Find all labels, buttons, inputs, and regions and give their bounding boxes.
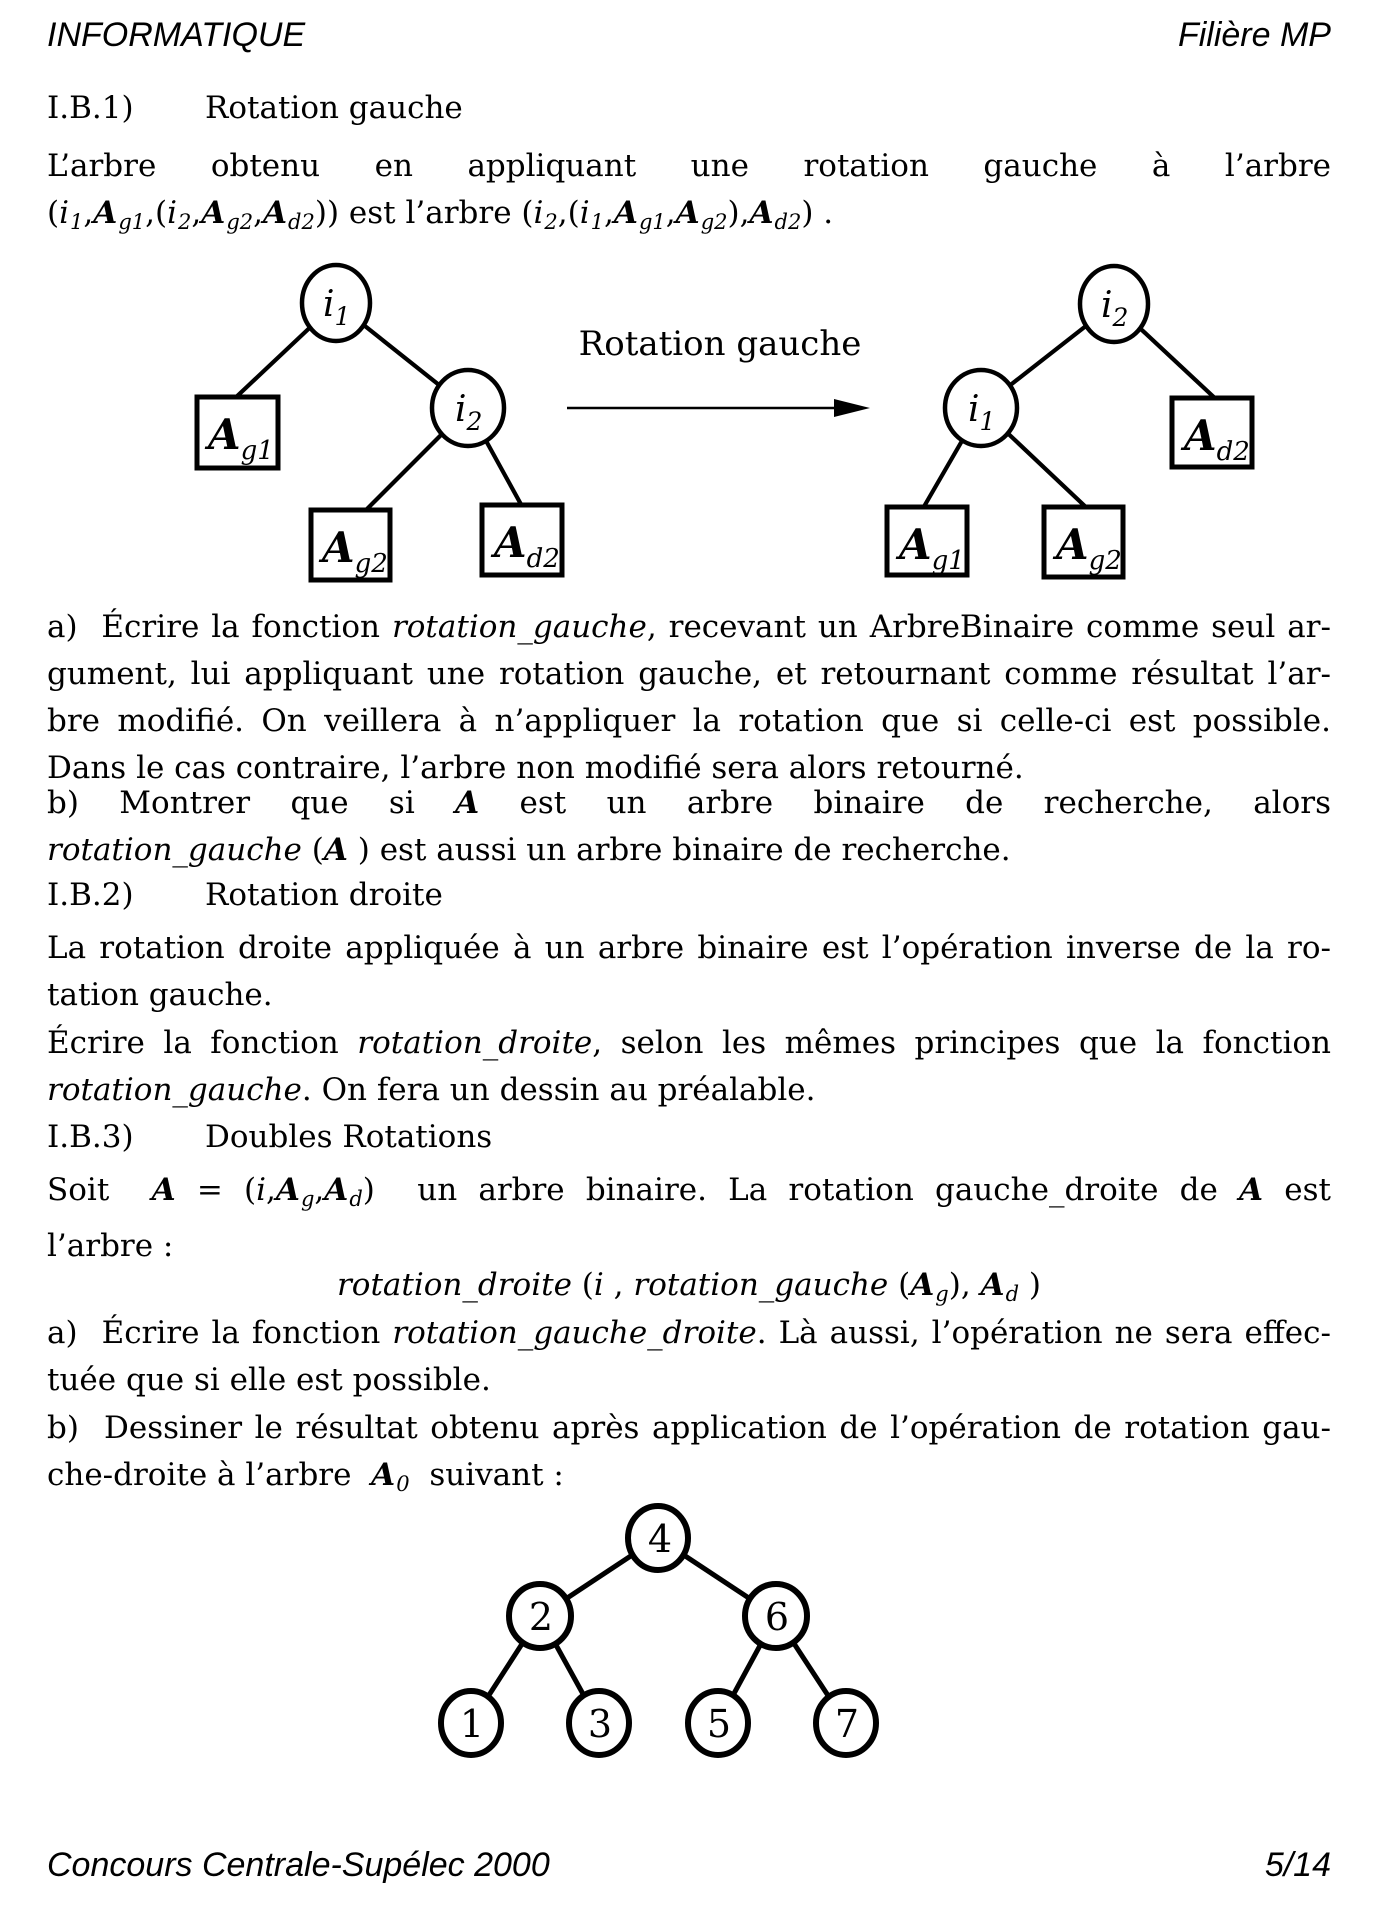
section-number: I.B.2) xyxy=(47,877,134,913)
text-segment: . On fera un dessin au préalable. xyxy=(301,1072,816,1108)
tree-node-value: 6 xyxy=(764,1595,790,1639)
text-segment: 1 xyxy=(70,210,84,234)
tree-node-value: 1 xyxy=(459,1702,485,1746)
text-segment: ,( xyxy=(145,195,168,231)
section-title: Rotation droite xyxy=(205,877,443,913)
text-segment: rotation_gauche xyxy=(47,1072,302,1108)
text-segment: , xyxy=(253,195,263,231)
script-A-symbol: A xyxy=(980,1267,1005,1303)
text-line xyxy=(47,190,1331,246)
text-segment: , xyxy=(191,195,202,231)
text-segment: ) un arbre binaire. La rotation gauche_droite de xyxy=(362,1172,1240,1208)
text-segment: , xyxy=(83,195,94,231)
script-A-symbol: A xyxy=(455,785,480,821)
tree-node-label: $i_2$ xyxy=(455,389,483,436)
text-line: gument, lui appliquant une rotation gauche, et retournant comme résultat l’ar- xyxy=(47,656,1331,692)
text-segment: rotation_gauche xyxy=(47,832,302,868)
script-A-symbol: A xyxy=(371,1457,396,1493)
text-line: l’arbre : xyxy=(47,1228,174,1264)
subtree-label: $A_{g2}$ xyxy=(1056,520,1122,576)
text-segment: ) . xyxy=(801,195,834,231)
script-A-symbol: A xyxy=(262,195,288,231)
text-segment: d xyxy=(349,1187,363,1211)
arrow-label: Rotation gauche xyxy=(578,324,862,364)
script-A-symbol: A xyxy=(201,195,226,231)
text-segment: Écrire la fonction xyxy=(47,1025,358,1061)
text-segment: d2 xyxy=(288,210,315,234)
arrowhead-icon xyxy=(834,399,870,417)
text-segment: , xyxy=(314,1172,325,1208)
text-segment: 1 xyxy=(590,210,605,234)
tree-node-label: $i_1$ xyxy=(968,389,996,436)
text-segment: i xyxy=(167,195,178,231)
text-segment: ( xyxy=(571,1267,594,1303)
tree-node-label: $i_1$ xyxy=(323,284,351,331)
header-subject: INFORMATIQUE xyxy=(47,16,306,54)
text-segment: rotation_gauche xyxy=(633,1267,889,1303)
tree-node-value: 3 xyxy=(587,1702,613,1746)
text-segment: Soit xyxy=(47,1172,152,1208)
text-segment: g2 xyxy=(226,210,254,234)
script-A-symbol: A xyxy=(675,195,700,231)
text-segment: ( xyxy=(47,195,60,231)
text-line: bre modifié. On veillera à n’appliquer la rotation que si celle-ci est possible. xyxy=(47,703,1331,739)
text-segment: est xyxy=(1263,1172,1331,1208)
text-segment: )) est l’arbre ( xyxy=(314,195,534,231)
text-segment: , xyxy=(665,195,676,231)
section-heading-ib3 xyxy=(47,1114,1331,1161)
text-segment: d xyxy=(1005,1282,1020,1306)
text-line: b) Dessiner le résultat obtenu après application de l’opération de rotation gau- xyxy=(47,1410,1331,1446)
tree-shapes xyxy=(197,265,1252,580)
tree-node-value: 7 xyxy=(834,1702,860,1746)
subtree-label: $A_{g1}$ xyxy=(899,520,965,576)
tree-node-label: $i_2$ xyxy=(1101,285,1129,332)
text-segment: a) Écrire la fonction xyxy=(47,609,392,645)
text-segment: , recevant un ArbreBinaire comme seul ar- xyxy=(646,609,1331,645)
text-segment: , xyxy=(604,195,614,231)
text-line: L’arbre obtenu en appliquant une rotation gauche à l’arbre xyxy=(47,148,1331,184)
text-segment: g1 xyxy=(118,210,146,234)
section-heading-ib2 xyxy=(47,872,1331,919)
script-A-symbol: A xyxy=(1239,1172,1264,1208)
paragraph-ib3-soit xyxy=(47,1167,1331,1270)
text-segment: a) Écrire la fonction xyxy=(47,1315,393,1351)
script-A-symbol: A xyxy=(749,195,774,231)
text-segment: , xyxy=(266,1172,276,1208)
text-segment: ) est aussi un arbre binaire de recherche. xyxy=(347,832,1011,868)
text-segment: i xyxy=(579,195,590,231)
text-line xyxy=(47,1020,1331,1067)
text-segment: rotation_droite xyxy=(357,1025,593,1061)
script-A-symbol: A xyxy=(151,1172,176,1208)
text-segment: g xyxy=(300,1187,315,1211)
figure-arbre-a0 xyxy=(420,1492,900,1787)
text-line: tuée que si elle est possible. xyxy=(47,1362,491,1398)
text-line xyxy=(47,1067,1331,1114)
text-line xyxy=(47,604,1331,651)
paragraph-ib1-a xyxy=(47,604,1331,792)
script-A-symbol: A xyxy=(324,1172,349,1208)
text-segment: 0 xyxy=(396,1472,410,1496)
text-line xyxy=(47,827,1331,874)
text-segment: ( xyxy=(301,832,324,868)
page-footer xyxy=(47,1846,1331,1885)
text-segment: che-droite à l’arbre xyxy=(47,1457,372,1493)
subtree-label: $A_{g2}$ xyxy=(322,523,388,579)
text-line: tation gauche. xyxy=(47,977,273,1013)
paragraph-ib1-intro xyxy=(47,143,1331,246)
text-segment: i xyxy=(256,1172,267,1208)
section-number: I.B.1) xyxy=(47,90,134,126)
text-segment: ( xyxy=(888,1267,911,1303)
text-segment: = ( xyxy=(175,1172,257,1208)
section-number: I.B.3) xyxy=(47,1119,134,1155)
figure-rotation-gauche xyxy=(150,242,1260,594)
text-segment: ), xyxy=(948,1267,981,1303)
paragraph-ib2-ecrire xyxy=(47,1020,1331,1114)
text-segment: d2 xyxy=(774,210,802,234)
text-segment: i xyxy=(593,1267,604,1303)
header-filiere: Filière MP xyxy=(1177,16,1331,54)
text-segment: 2 xyxy=(178,210,192,234)
subtree-label: $A_{g1}$ xyxy=(208,410,274,466)
text-line xyxy=(47,1310,1331,1357)
footer-page-number: 5/14 xyxy=(1264,1846,1331,1884)
text-segment: , selon les mêmes principes que la fonction xyxy=(592,1025,1331,1061)
arrow-group xyxy=(567,324,870,417)
text-segment: rotation_gauche_droite xyxy=(392,1315,757,1351)
text-segment: . Là aussi, l’opération ne sera effec- xyxy=(756,1315,1331,1351)
text-segment: g1 xyxy=(638,210,666,234)
text-line: La rotation droite appliquée à un arbre binaire est l’opération inverse de la ro- xyxy=(47,930,1331,966)
script-A-symbol: A xyxy=(323,832,348,868)
text-line xyxy=(47,780,1331,827)
text-segment: i xyxy=(533,195,544,231)
text-segment: b) Montrer que si xyxy=(47,785,456,821)
text-segment: rotation_gauche xyxy=(391,609,647,645)
script-A-symbol: A xyxy=(910,1267,935,1303)
text-segment: suivant : xyxy=(409,1457,564,1493)
text-segment: rotation_droite xyxy=(336,1267,572,1303)
text-line xyxy=(47,1167,1331,1223)
subtree-label: $A_{d2}$ xyxy=(494,518,560,574)
text-segment: g2 xyxy=(700,210,728,234)
text-segment: ,( xyxy=(557,195,580,231)
subtree-label: $A_{d2}$ xyxy=(1184,411,1250,467)
paragraph-ib2-intro xyxy=(47,925,1331,1019)
paragraph-ib3-a xyxy=(47,1310,1331,1404)
tree-node-value: 4 xyxy=(647,1517,673,1561)
section-title: Doubles Rotations xyxy=(205,1119,493,1155)
tree-node-value: 5 xyxy=(706,1702,732,1746)
footer-concours: Concours Centrale-Supélec 2000 xyxy=(47,1846,550,1884)
text-segment: 2 xyxy=(544,210,558,234)
section-title: Rotation gauche xyxy=(205,90,463,126)
text-segment: est un arbre binaire de recherche, alors xyxy=(479,785,1331,821)
text-segment: g xyxy=(935,1282,949,1306)
text-line: Dans le cas contraire, l’arbre non modifié sera alors retourné. xyxy=(47,750,1024,786)
text-segment: i xyxy=(59,195,70,231)
text-segment: , xyxy=(603,1267,634,1303)
paragraph-ib1-b xyxy=(47,780,1331,874)
text-segment: ), xyxy=(727,195,750,231)
script-A-symbol: A xyxy=(93,195,118,231)
section-heading-ib1 xyxy=(47,85,1331,132)
script-A-symbol: A xyxy=(275,1172,300,1208)
script-A-symbol: A xyxy=(613,195,638,231)
tree-node-value: 2 xyxy=(528,1595,554,1639)
page-header xyxy=(47,16,1331,55)
text-segment: ) xyxy=(1019,1267,1042,1303)
